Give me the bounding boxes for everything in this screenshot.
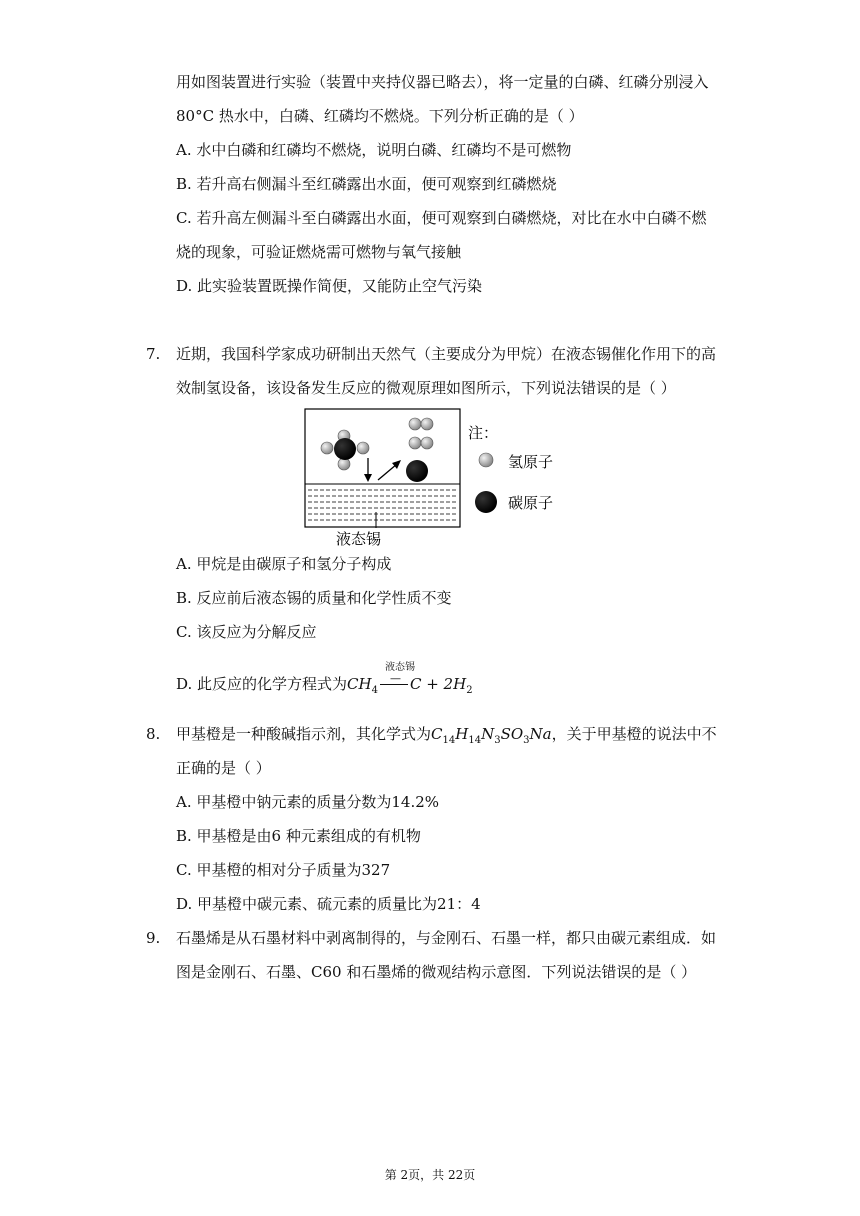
q7-option-d-text: D. 此反应的化学方程式为 [176,675,348,693]
q8-option-c: C. 甲基橙的相对分子质量为327 [176,861,391,879]
q9-number: 9. [146,929,161,947]
q8-stem-text-tail: ，关于甲基橙的说法中不 [551,725,717,743]
legend-hydrogen-icon [479,453,493,467]
legend-note: 注： [468,424,499,442]
liquid-tin-label: 液态锡 [336,530,382,548]
q7-stem-line1: 近期，我国科学家成功研制出天然气（主要成分为甲烷）在液态锡催化作用下的高 [176,345,717,363]
arrow-up-right-icon [378,460,401,480]
q7-option-a: A. 甲烷是由碳原子和氢分子构成 [176,555,392,573]
hydrogen-molecules [409,418,433,449]
q6-stem-line1: 用如图装置进行实验（装置中夹持仪器已略去），将一定量的白磷、红磷分别浸入 [176,73,709,91]
q9-stem-line1: 石墨烯是从石墨材料中剥离制得的，与金刚石、石墨一样，都只由碳元素组成．如 [176,929,717,947]
q6-stem-line2: 80°C 热水中，白磷、红磷均不燃烧。下列分析正确的是（ ） [176,107,584,125]
q7-option-b: B. 反应前后液态锡的质量和化学性质不变 [176,589,452,607]
q7-option-d: D. 此反应的化学方程式为$CH_4$ — $C + 2H_2$ [176,672,473,696]
q8-number: 8. [146,725,161,743]
q7-stem-line2: 效制氢设备，该设备发生反应的微观原理如图所示，下列说法错误的是（ ） [176,379,676,397]
q6-option-a: A. 水中白磷和红磷均不燃烧，说明白磷、红磷均不是可燃物 [176,141,572,159]
legend-hydrogen-label: 氢原子 [508,453,554,471]
liquid-tin-layer [305,484,460,528]
q8-option-b: B. 甲基橙是由6 种元素组成的有机物 [176,827,421,845]
q7-number: 7. [146,345,161,363]
q6-option-b: B. 若升高右侧漏斗至红磷露出水面，便可观察到红磷燃烧 [176,175,557,193]
q7-reaction-figure [300,404,570,550]
q8-stem-text: 甲基橙是一种酸碱指示剂，其化学式为 [176,725,432,743]
q6-option-c-line1: C. 若升高左侧漏斗至白磷露出水面，便可观察到白磷燃烧，对比在水中白磷不燃 [176,209,707,227]
equation-right: $C + 2H_2$ [409,675,473,696]
q8-option-a: A. 甲基橙中钠元素的质量分数为14.2% [176,793,440,811]
carbon-atom-product [406,460,428,482]
q8-stem-line2: 正确的是（ ） [176,759,271,777]
methyl-orange-formula: $C_{14}H_{14}N_3SO_3Na$ [431,725,552,746]
methane-molecule [321,430,369,470]
arrow-down-icon [364,458,372,482]
equation-left: $CH_4$ [347,675,378,696]
q8-option-d: D. 甲基橙中碳元素、硫元素的质量比为21：4 [176,895,481,913]
equation-condition: 液态锡 [385,662,415,673]
q6-option-d: D. 此实验装置既操作简便，又能防止空气污染 [176,277,483,295]
legend-carbon-label: 碳原子 [508,494,554,512]
q9-stem-line2: 图是金刚石、石墨、C60 和石墨烯的微观结构示意图．下列说法错误的是（ ） [176,963,697,981]
page-footer: 第 2页，共 22页 [384,1168,476,1182]
reactor-box [305,409,460,527]
q8-stem-line1 [176,724,717,751]
legend-carbon-icon [475,491,497,513]
q7-option-c: C. 该反应为分解反应 [176,623,317,641]
q6-option-c-line2: 烧的现象，可验证燃烧需可燃物与氧气接触 [176,243,462,261]
